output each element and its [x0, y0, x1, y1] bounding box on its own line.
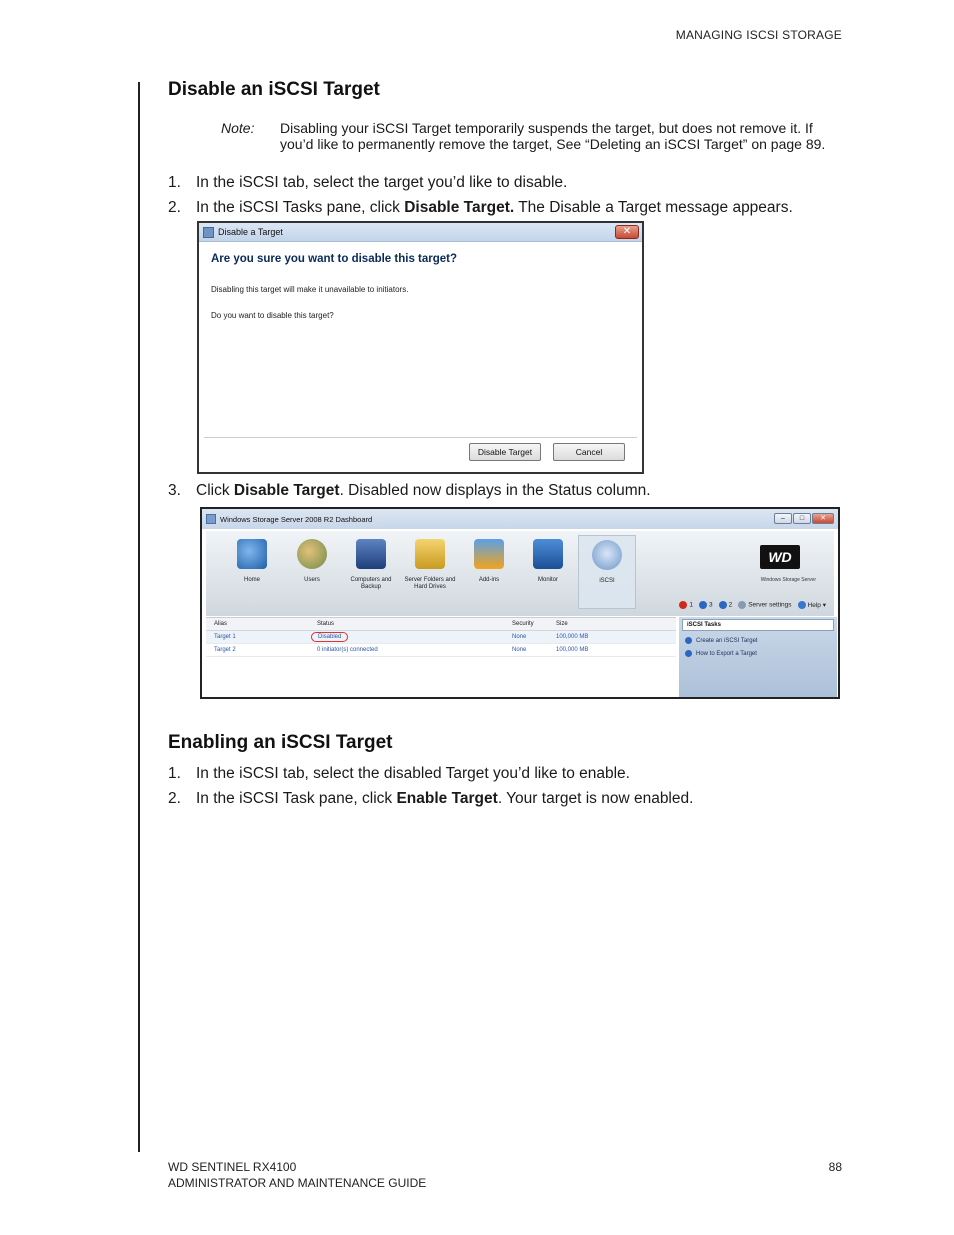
nav-label: Add-ins — [478, 577, 500, 583]
disable-target-button[interactable]: Disable Target — [469, 443, 541, 461]
step-text-post: . Disabled now displays in the Status column. — [339, 482, 651, 499]
dialog-title: Disable a Target — [218, 227, 283, 237]
nav-label: iSCSI — [599, 578, 615, 584]
column-status[interactable]: Status — [317, 621, 335, 627]
step-text-pre: In the iSCSI Tasks pane, click — [196, 199, 405, 216]
dialog-close-button[interactable]: ✕ — [615, 225, 639, 239]
nav-home[interactable] — [223, 535, 281, 584]
step-text-pre: In the iSCSI Task pane, click — [196, 790, 397, 807]
column-alias[interactable]: Alias — [214, 621, 228, 627]
nav-server-folders[interactable] — [401, 535, 459, 591]
cell-size: 100,000 MB — [556, 647, 589, 653]
info-count[interactable] — [719, 601, 733, 609]
step-text-bold: Enable Target — [396, 790, 498, 807]
step-text-bold: Disable Target. — [404, 199, 515, 216]
dashboard-window — [200, 507, 840, 699]
nav-label: Home — [243, 577, 260, 583]
step-text-post: The Disable a Target message appears. — [514, 199, 793, 216]
task-export-target[interactable] — [685, 650, 831, 657]
dialog-titlebar — [199, 223, 642, 242]
nav-monitor[interactable] — [519, 535, 577, 584]
disable-step-1 — [168, 174, 567, 192]
help-link[interactable]: Help ▾ — [798, 601, 826, 609]
column-security[interactable]: Security — [512, 621, 534, 627]
minimize-button[interactable]: – — [774, 513, 792, 524]
footer-product — [168, 1160, 426, 1191]
cell-security: None — [512, 634, 527, 640]
step-text-post: . Your target is now enabled. — [497, 790, 694, 807]
note-label: Note: — [221, 120, 255, 136]
step-number: 2. — [168, 199, 181, 216]
error-icon — [679, 601, 687, 609]
task-create-target[interactable] — [685, 637, 831, 644]
cell-alias: Target 2 — [214, 647, 236, 653]
cancel-button[interactable]: Cancel — [553, 443, 625, 461]
help-label: Help — [807, 601, 821, 609]
users-icon — [297, 539, 327, 569]
gear-icon — [738, 601, 746, 609]
server-settings-link[interactable] — [738, 601, 791, 609]
running-header: MANAGING ISCSI STORAGE — [675, 28, 842, 42]
nav-users[interactable] — [283, 535, 341, 584]
task-label: How to Export a Target — [696, 650, 757, 657]
warning-count-value: 3 — [708, 601, 713, 609]
step-number: 3. — [168, 482, 181, 499]
enable-step-1 — [168, 765, 630, 783]
step-text-pre: Click — [196, 482, 234, 499]
nav-addins[interactable] — [460, 535, 518, 584]
disable-target-dialog — [197, 221, 644, 474]
column-size[interactable]: Size — [556, 621, 568, 627]
page-number: 88 — [828, 1160, 842, 1174]
maximize-button[interactable]: □ — [793, 513, 811, 524]
disable-step-3 — [168, 482, 651, 500]
error-count-value: 1 — [689, 601, 693, 609]
nav-label: Users — [304, 577, 320, 583]
server-settings-label: Server settings — [748, 601, 792, 609]
dialog-separator — [204, 437, 637, 438]
alert-icon — [699, 601, 707, 609]
status-highlight: Disabled — [311, 632, 348, 642]
table-row[interactable] — [206, 631, 676, 644]
side-rule — [138, 82, 140, 1152]
dialog-prompt: Do you want to disable this target? — [211, 311, 334, 320]
iscsi-tasks-pane — [679, 617, 837, 699]
warning-count[interactable] — [699, 601, 713, 609]
table-header — [206, 618, 676, 631]
step-number: 1. — [168, 765, 181, 782]
nav-computers[interactable] — [342, 535, 400, 591]
enable-step-2 — [168, 790, 693, 808]
footer-guide-name: ADMINISTRATOR AND MAINTENANCE GUIDE — [168, 1175, 427, 1190]
info-icon — [719, 601, 727, 609]
cell-alias: Target 1 — [214, 634, 236, 640]
task-label: Create an iSCSI Target — [696, 637, 758, 644]
dashboard-status-bar — [206, 597, 834, 613]
wd-logo: WD — [760, 545, 800, 569]
targets-table — [206, 617, 676, 697]
folders-icon — [415, 539, 445, 569]
cell-status — [317, 631, 348, 644]
cell-size: 100,000 MB — [556, 634, 589, 640]
step-text: In the iSCSI tab, select the disabled Target you’d like to enable. — [196, 765, 630, 782]
footer-product-name: WD SENTINEL RX4100 — [168, 1160, 297, 1174]
dashboard-app-icon — [206, 514, 216, 524]
window-controls — [774, 513, 834, 524]
addins-icon — [474, 539, 504, 569]
iscsi-icon — [592, 540, 622, 570]
dashboard-titlebar — [202, 509, 838, 529]
nav-label: Monitor — [537, 577, 558, 583]
help-icon — [798, 601, 806, 609]
step-number: 2. — [168, 790, 181, 807]
info-count-value: 2 — [728, 601, 733, 609]
dashboard-title: Windows Storage Server 2008 R2 Dashboard — [220, 514, 373, 524]
nav-label: Computers and Backup — [350, 577, 392, 590]
cell-status: 0 initiator(s) connected — [317, 647, 378, 653]
step-text-bold: Disable Target — [233, 482, 340, 499]
cell-security: None — [512, 647, 527, 653]
dialog-app-icon — [203, 227, 214, 238]
error-count[interactable] — [679, 601, 693, 609]
dialog-message: Disabling this target will make it unavailable to initiators. — [211, 285, 409, 294]
dialog-question: Are you sure you want to disable this target? — [211, 253, 458, 265]
step-text: In the iSCSI tab, select the target you’d like to disable. — [196, 174, 568, 191]
step-number: 1. — [168, 174, 181, 191]
help-icon — [685, 650, 692, 657]
section-title-disable: Disable an iSCSI Target — [168, 79, 380, 100]
nav-label: Server Folders and Hard Drives — [404, 577, 456, 590]
windows-storage-server-logo: Windows Storage Server — [760, 577, 816, 583]
close-button[interactable]: ✕ — [812, 513, 834, 524]
tasks-title: iSCSI Tasks — [682, 619, 834, 631]
monitor-icon — [533, 539, 563, 569]
note-text: Disabling your iSCSI Target temporarily suspends the target, but does not remove it. If you’d like to permanently remove the target, See “Deleting an iSCSI Target” on page 89. — [280, 120, 826, 152]
computers-icon — [356, 539, 386, 569]
disable-step-2 — [168, 199, 793, 217]
section-title-enable: Enabling an iSCSI Target — [168, 732, 393, 753]
create-icon — [685, 637, 692, 644]
home-icon — [237, 539, 267, 569]
table-row[interactable] — [206, 644, 676, 657]
